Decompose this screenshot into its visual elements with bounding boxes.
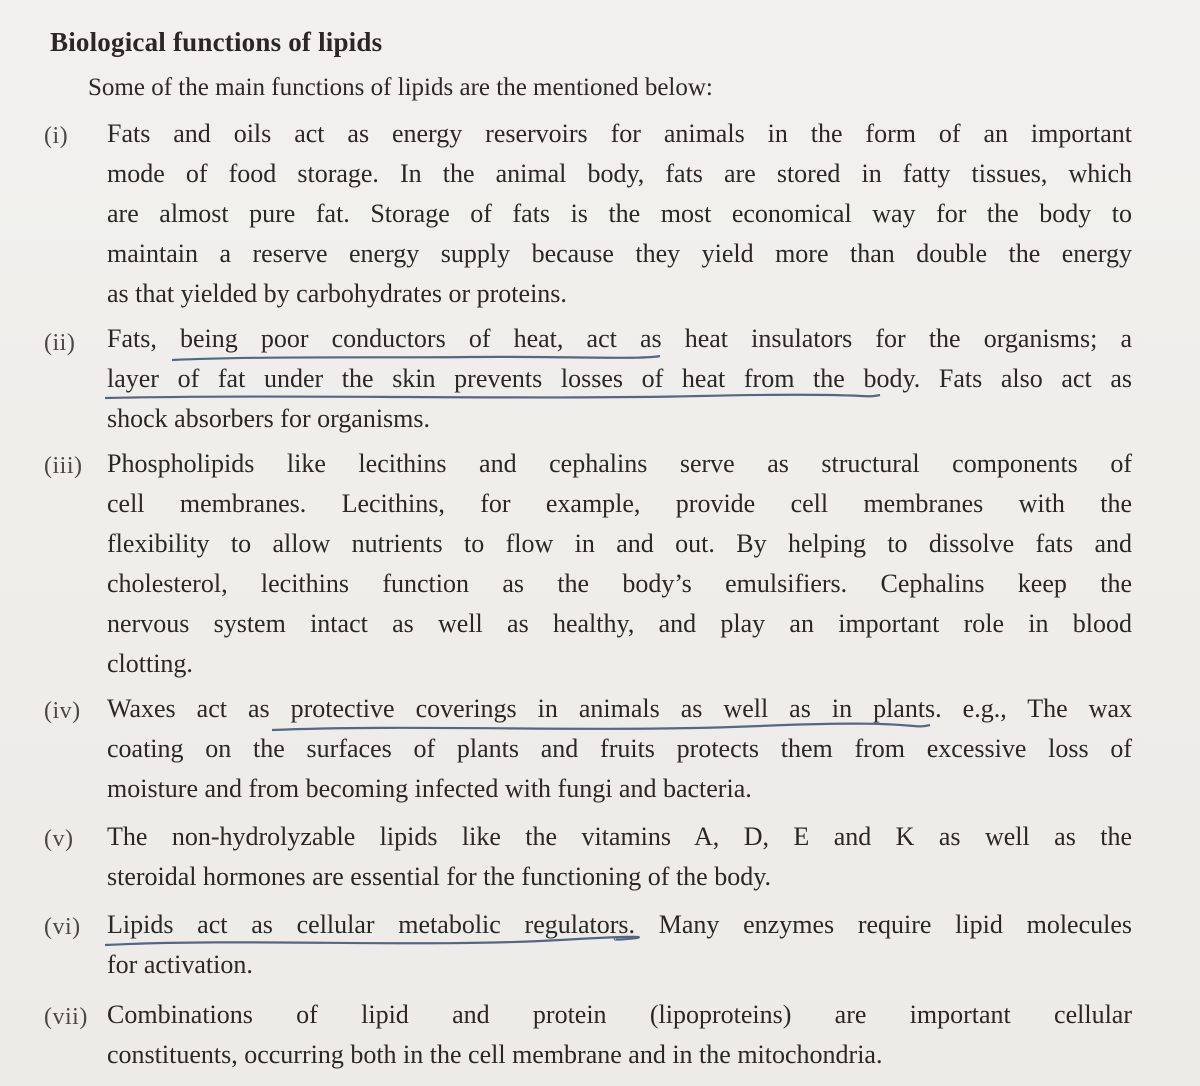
item-line: shock absorbers for organisms. xyxy=(107,404,431,433)
item-line: flexibility to allow nutrients to flow in and out. By helping to dissolve fats and xyxy=(107,529,1132,558)
item-number: (iii) xyxy=(44,453,83,479)
item-line: cell membranes. Lecithins, for example, provide cell membranes with the xyxy=(107,489,1132,518)
item-line: The non-hydrolyzable lipids like the vitamins A, D, E and K as well as the xyxy=(107,822,1132,851)
item-number: (ii) xyxy=(44,330,76,356)
item-line: mode of food storage. In the animal body, fats are stored in fatty tissues, which xyxy=(107,159,1132,188)
item-line: maintain a reserve energy supply because they yield more than double the energy xyxy=(107,239,1132,268)
intro-sentence: Some of the main functions of lipids are the mentioned below: xyxy=(88,74,713,101)
item-number: (v) xyxy=(44,826,74,852)
item-line: moisture and from becoming infected with fungi and bacteria. xyxy=(107,774,752,803)
item-line: cholesterol, lecithins function as the body’s emulsifiers. Cephalins keep the xyxy=(107,569,1132,598)
item-line: Waxes act as protective coverings in animals as well as in plants. e.g., The wax xyxy=(107,694,1132,723)
item-line: coating on the surfaces of plants and fruits protects them from excessive loss of xyxy=(107,734,1132,763)
item-line: constituents, occurring both in the cell membrane and in the mitochondria. xyxy=(107,1040,883,1069)
item-line: for activation. xyxy=(107,950,253,979)
item-line: Fats and oils act as energy reservoirs for animals in the form of an important xyxy=(107,119,1132,148)
item-number: (vi) xyxy=(44,914,81,940)
item-line: Lipids act as cellular metabolic regulators. Many enzymes require lipid molecules xyxy=(107,910,1132,939)
item-line: Fats, being poor conductors of heat, act as heat insulators for the organisms; a xyxy=(107,324,1132,353)
section-heading: Biological functions of lipids xyxy=(50,27,383,57)
item-number: (i) xyxy=(44,123,69,149)
item-line: steroidal hormones are essential for the functioning of the body. xyxy=(107,862,772,891)
item-line: nervous system intact as well as healthy, and play an important role in blood xyxy=(107,609,1132,638)
item-line: are almost pure fat. Storage of fats is the most economical way for the body to xyxy=(107,199,1132,228)
item-line: as that yielded by carbohydrates or proteins. xyxy=(107,279,567,308)
item-line: Phospholipids like lecithins and cephalins serve as structural components of xyxy=(107,449,1132,478)
item-number: (vii) xyxy=(44,1004,88,1030)
item-line: Combinations of lipid and protein (lipoproteins) are important cellular xyxy=(107,1000,1132,1029)
item-line: layer of fat under the skin prevents losses of heat from the body. Fats also act as xyxy=(107,364,1132,393)
item-number: (iv) xyxy=(44,698,81,724)
item-line: clotting. xyxy=(107,649,193,678)
